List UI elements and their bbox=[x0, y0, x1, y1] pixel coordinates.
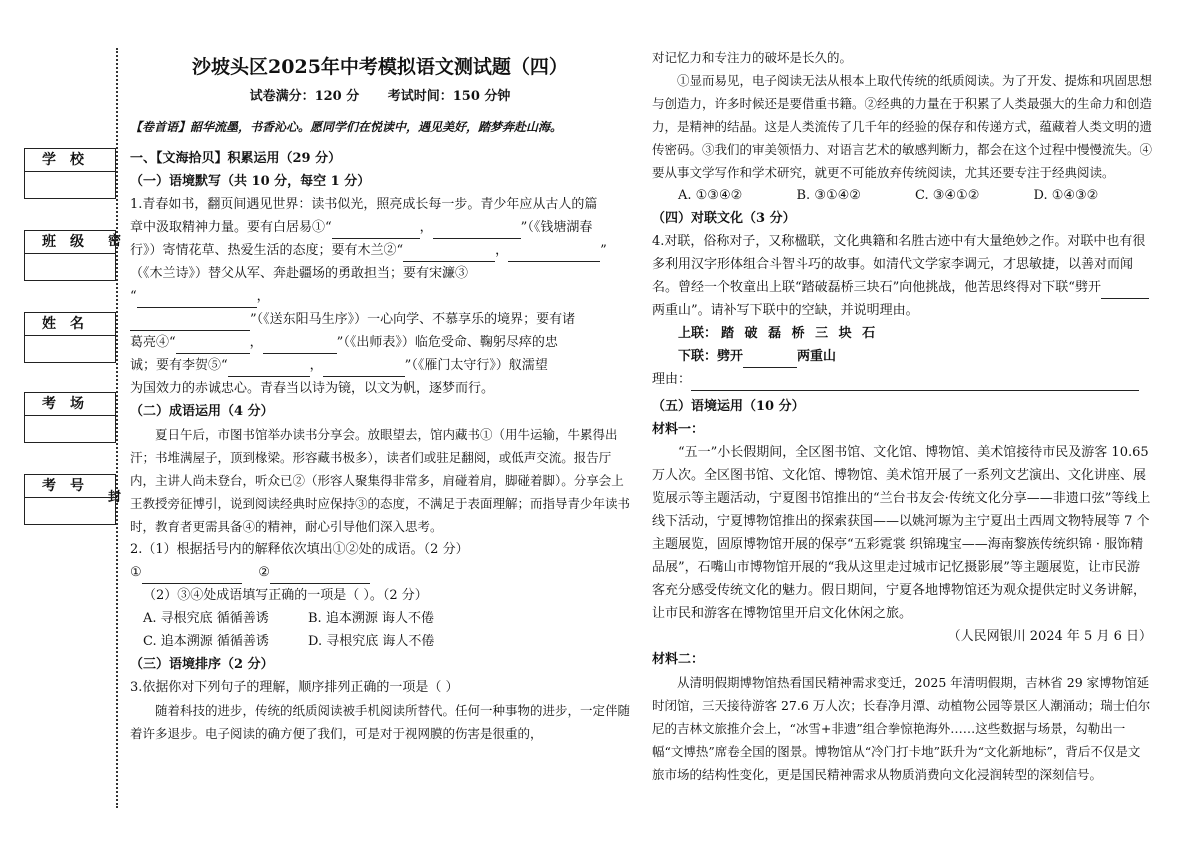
preface-motto: 【卷首语】韶华流墨，书香沁心。愿同学们在悦读中，遇见美好，踏梦奔赴山海。 bbox=[130, 120, 563, 134]
q2-2-text: （2）③④处成语填写正确的一项是（ ）。（2 分） bbox=[143, 588, 428, 603]
info-label-name: 姓名 bbox=[25, 313, 115, 336]
option-a[interactable]: A. ①③④② bbox=[678, 188, 743, 203]
seal-char-feng: 封 bbox=[108, 490, 122, 505]
q1-seg: “ bbox=[130, 289, 137, 304]
lower-label: 下联： bbox=[678, 349, 718, 364]
lower-text-b: 两重山 bbox=[797, 349, 837, 364]
info-box-school bbox=[24, 148, 116, 199]
q1-seg: 诚；要有李贺⑤“ bbox=[130, 358, 228, 373]
reason-label: 理由： bbox=[652, 372, 692, 387]
answer-blank[interactable] bbox=[691, 390, 1139, 391]
subsection-2-heading: （二）成语运用（4 分） bbox=[130, 404, 274, 419]
subsection-3-heading: （三）语境排序（2 分） bbox=[130, 657, 274, 672]
q1-seg: （《送东阳马生序》）一心向学、不慕享乐的境界；要有诸 bbox=[256, 312, 576, 327]
q2-1-text: 2.（1）根据括号内的解释依次填出①②处的成语。（2 分） bbox=[130, 542, 469, 557]
material-2-title: 材料二： bbox=[652, 652, 705, 667]
option-a[interactable]: A. 寻根究底 循循善诱 bbox=[143, 611, 269, 626]
q2-options-row bbox=[130, 607, 473, 630]
option-c[interactable]: C. 追本溯源 循循善诱 bbox=[143, 634, 269, 649]
q3-options bbox=[652, 184, 1152, 207]
option-b[interactable]: B. 追本溯源 诲人不倦 bbox=[308, 611, 434, 626]
q1-line: “ ， bbox=[130, 285, 630, 308]
q1-line: ”（《送东阳马生序》）一心向学、不慕享乐的境界；要有诸 bbox=[130, 308, 630, 331]
lower-couplet bbox=[652, 345, 1152, 368]
upper-couplet bbox=[652, 322, 1152, 345]
full-score: 试卷满分：120 分 bbox=[249, 89, 360, 104]
upper-text: 踏 破 磊 桥 三 块 石 bbox=[721, 326, 879, 341]
q1-line: 行》）寄情花草、热爱生活的态度；要有木兰②“ ， ” bbox=[130, 239, 630, 262]
q3-text: 3.依据你对下列句子的理解，顺序排列正确的一项是（ ） bbox=[130, 680, 459, 695]
option-b[interactable]: B. ③①④② bbox=[796, 188, 861, 203]
upper-label: 上联： bbox=[678, 326, 718, 341]
q2-1-answers bbox=[130, 561, 630, 584]
info-blank-name[interactable] bbox=[25, 336, 115, 362]
q4-body: 4.对联，俗称对子，又称楹联，文化典籍和名胜古迹中有大量绝妙之作。对联中也有很多利用汉字形体组合斗智斗巧的故事。如清代文学家李调元，才思敏捷，以善对而闻名。曾经一个牧童出上联“踏破磊桥三块石”向他挑战，他苦思终得对下联“劈开 bbox=[652, 234, 1146, 295]
q1-line: 葛亮④“ ， ”（《出师表》）临危受命、鞠躬尽瘁的忠 bbox=[130, 331, 630, 354]
q1-seg: （《雁门太守行》）舣濡望 bbox=[411, 358, 548, 373]
q1-seg: 葛亮④“ bbox=[130, 335, 176, 350]
q4-text bbox=[652, 230, 1152, 322]
order-sentences: ①显而易见，电子阅读无法从根本上取代传统的纸质阅读。为了开发、提炼和巩固思想与创造力，许多时候还是要借重书籍。②经典的力量在于积累了人类最强大的生命力和创造力，是精神的结晶。这是人类流传了几千年的经验的保存和传递方式，蕴藏着人类文明的遗传密码。③我们的审美领悟力、对语言艺术的敏感判断力，都会在这个过程中慢慢流失。④要从事文学写作和学术研究，就更不可能放弃传统阅读，尤其还要专注于经典阅读。 bbox=[652, 73, 1153, 180]
q4-tail: 两重山”。请补写下联中的空缺，并说明理由。 bbox=[652, 303, 919, 318]
info-label-id: 考号 bbox=[25, 475, 115, 498]
seal-char-mi: 密 bbox=[108, 234, 122, 249]
info-blank-class[interactable] bbox=[25, 254, 115, 280]
mark-2: ② bbox=[258, 565, 270, 580]
info-blank-id[interactable] bbox=[25, 498, 115, 524]
section-1-heading: 一、【文海拾贝】积累运用（29 分） bbox=[130, 151, 342, 166]
material-1-text: “五一”小长假期间，全区图书馆、文化馆、博物馆、美术馆接待市民及游客 10.65 万人次。全区图书馆、文化馆、博物馆、美术馆开展了一系列文艺演出、文化讲座、展览展示等主题活动，宁夏图书馆推出的“兰台书友会·传统文化分享——非遗口弦”等线上线下活动，宁夏博物馆推出的探索获国——以姚河塬为主宁夏出土西周文物特展等 7 个主题展览，固原博物馆开展的保亭“五彩霓裳 织锦瑰宝——海南黎族传统织锦 · 服饰精品展”，石嘴山市博物馆开展的“我从这里走过城市记忆摄影展”等主题展览，让市民游客充分感受传统文化的魅力。假日期间，宁夏各地博物馆还为观众提供定时义务讲解，让市民和游客在博物馆里开启文化休闲之旅。 bbox=[652, 445, 1151, 621]
exam-time: 考试时间：150 分钟 bbox=[387, 89, 511, 104]
reason-line bbox=[652, 368, 1152, 391]
mark-1: ① bbox=[130, 565, 142, 580]
info-box-name bbox=[24, 312, 116, 363]
answer-blank[interactable] bbox=[1101, 298, 1149, 299]
q1-line: 1.青春如书，翻页间遇见世界：读书似光，照亮成长每一步。青少年应从古人的篇 bbox=[130, 197, 598, 212]
idiom-passage: 夏日午后，市图书馆举办读书分享会。放眼望去，馆内藏书①（用牛运输，牛累得出汗；书堆满屋子，顶到椽梁。形容藏书极多），读者们或驻足翻阅，或低声交流。报告厅内，主讲人尚未登台，听众已②（形容人聚集得非常多，肩碰着肩，脚碰着脚）。分享会上王教授旁征博引，说到阅读经典时应保持③的态度，不满足于表面理解；而指导青少年读书时，教育者更需具备④的精神，耐心引导他们深入思考。 bbox=[130, 427, 631, 534]
q1-line: 为国效力的赤诚忠心。青春当以诗为镜，以文为帆，逐梦而行。 bbox=[130, 381, 495, 396]
order-passage: 随着科技的进步，传统的纸质阅读被手机阅读所替代。任何一种事物的进步，一定伴随着许多退步。电子阅读的确方便了我们，可是对于视网膜的伤害是很重的， bbox=[130, 703, 631, 741]
exam-meta bbox=[130, 85, 630, 108]
subsection-5-heading: （五）语境运用（10 分） bbox=[652, 399, 805, 414]
right-column bbox=[652, 46, 1152, 786]
q1-seg: （《出师表》）临危受命、鞠躬尽瘁的忠 bbox=[343, 335, 558, 350]
q1-text bbox=[130, 193, 630, 400]
info-box-class bbox=[24, 230, 116, 281]
answer-blank[interactable] bbox=[508, 261, 600, 262]
info-label-class: 班级 bbox=[25, 231, 115, 254]
option-d[interactable]: D. ①④③② bbox=[1033, 188, 1099, 203]
order-passage-cont: 对记忆力和专注力的破坏是长久的。 bbox=[652, 50, 853, 65]
subsection-1-heading: （一）语境默写（共 10 分，每空 1 分） bbox=[130, 174, 371, 189]
q1-seg: （《钱塘湖春 bbox=[527, 220, 593, 235]
option-d[interactable]: D. 寻根究底 诲人不倦 bbox=[308, 634, 435, 649]
lower-text-a: 劈开 bbox=[717, 349, 744, 364]
q1-seg: 行》）寄情花草、热爱生活的态度；要有木兰②“ bbox=[130, 243, 404, 258]
q1-seg: 章中汲取精神力量。要有白居易①“ bbox=[130, 220, 332, 235]
left-column bbox=[130, 50, 630, 745]
info-blank-school[interactable] bbox=[25, 172, 115, 198]
material-1-title: 材料一： bbox=[652, 422, 705, 437]
binding-dotted-line bbox=[116, 48, 118, 808]
page-title: 沙坡头区2025年中考模拟语文测试题（四） bbox=[192, 56, 568, 78]
q2-options-row bbox=[130, 630, 473, 653]
material-1-source: （人民网银川 2024 年 5 月 6 日） bbox=[947, 629, 1152, 644]
info-box-room bbox=[24, 392, 116, 443]
subsection-4-heading: （四）对联文化（3 分） bbox=[652, 211, 796, 226]
material-2-text: 从清明假期博物馆热看国民精神需求变迁，2025 年清明假期，吉林省 29 家博物馆延时闭馆，三天接待游客 27.6 万人次；长春净月潭、动植物公园等景区人潮涌动；瑞士伯尔尼的吉林文旅推介会上，“冰雪+非遗”组合拳惊艳海外……这些数据与场景，勾勒出一幅“文博热”席卷全国的图景。博物馆从“冷门打卡地”跃升为“文化新地标”，背后不仅是文旅市场的结构性变化，更是国民精神需求从物质消费向文化浸润转型的深刻信号。 bbox=[652, 675, 1151, 782]
info-label-room: 考场 bbox=[25, 393, 115, 416]
q1-line: 章中汲取精神力量。要有白居易①“ ， ”（《钱塘湖春 bbox=[130, 216, 630, 239]
q1-line: 诚；要有李贺⑤“ ， ”（《雁门太守行》）舣濡望 bbox=[130, 354, 630, 377]
option-c[interactable]: C. ③④①② bbox=[915, 188, 980, 203]
info-blank-room[interactable] bbox=[25, 416, 115, 442]
q1-line: （《木兰诗》）替父从军、奔赴疆场的勇敢担当；要有宋濂③ bbox=[130, 266, 469, 281]
info-box-id bbox=[24, 474, 116, 525]
info-label-school: 学校 bbox=[25, 149, 115, 172]
